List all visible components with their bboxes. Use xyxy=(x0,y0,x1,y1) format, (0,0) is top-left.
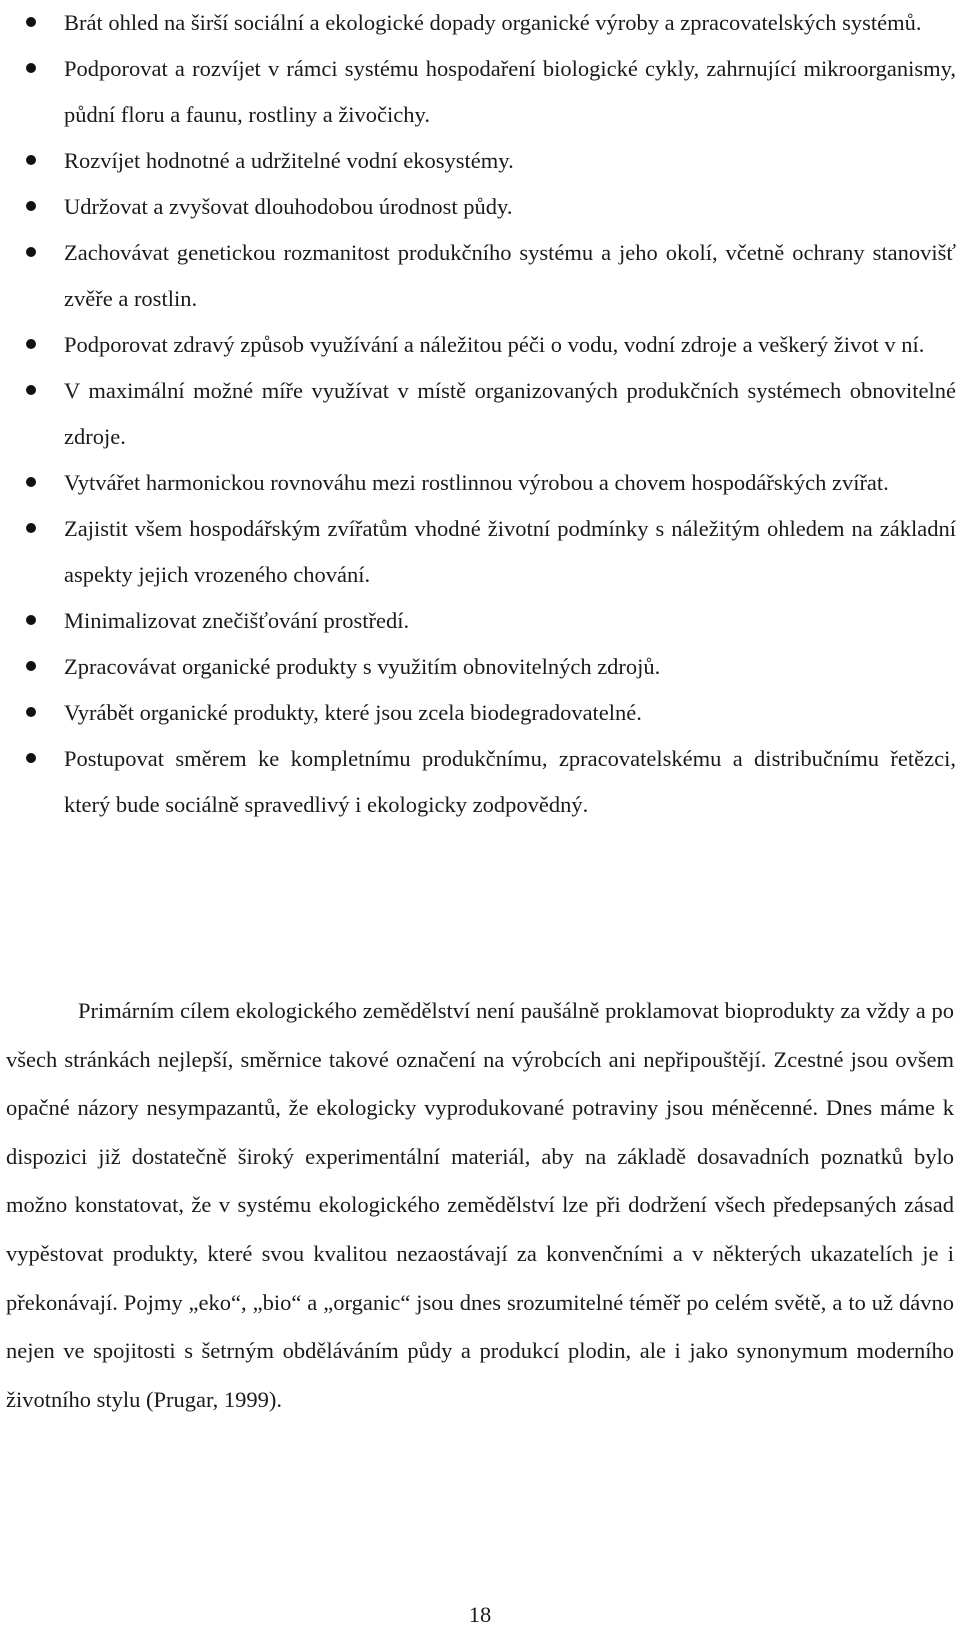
list-item xyxy=(0,644,960,690)
bullet-icon xyxy=(26,615,36,625)
list-item-text: Vytvářet harmonickou rovnováhu mezi rostlinnou výrobou a chovem hospodářských zvířat. xyxy=(64,470,889,495)
list-item-text: Zachovávat genetickou rozmanitost produkčního systému a jeho okolí, včetně ochrany stanovišť zvěře a rostlin. xyxy=(64,240,956,311)
list-item xyxy=(0,368,960,460)
page-number: 18 xyxy=(468,1602,492,1627)
list-item xyxy=(0,598,960,644)
bullet-icon xyxy=(26,385,36,395)
list-item-text: V maximální možné míře využívat v místě organizovaných produkčních systémech obnovitelné zdroje. xyxy=(64,378,956,449)
bullet-icon xyxy=(26,201,36,211)
bullet-icon xyxy=(26,17,36,27)
list-item xyxy=(0,0,960,46)
list-item xyxy=(0,230,960,322)
bullet-icon xyxy=(26,247,36,257)
list-item-text: Udržovat a zvyšovat dlouhodobou úrodnost půdy. xyxy=(64,194,513,219)
list-item-text: Brát ohled na širší sociální a ekologické dopady organické výroby a zpracovatelských systémů. xyxy=(64,10,922,35)
list-item-text: Zajistit všem hospodářským zvířatům vhodné životní podmínky s náležitým ohledem na základní aspekty jejich vrozeného chování. xyxy=(64,516,956,587)
list-item xyxy=(0,138,960,184)
list-item xyxy=(0,460,960,506)
list-item-text: Zpracovávat organické produkty s využitím obnovitelných zdrojů. xyxy=(64,654,661,679)
bullet-icon xyxy=(26,753,36,763)
list-item xyxy=(0,322,960,368)
list-item-text: Podporovat a rozvíjet v rámci systému hospodaření biologické cykly, zahrnující mikroorganismy, půdní floru a faunu, rostliny a živočichy. xyxy=(64,56,956,127)
bullet-icon xyxy=(26,477,36,487)
list-item-text: Postupovat směrem ke kompletnímu produkčnímu, zpracovatelskému a distribučnímu řetězci, který bude sociálně spravedlivý i ekologicky zodpovědný. xyxy=(64,746,956,817)
list-item xyxy=(0,736,960,828)
bullet-icon xyxy=(26,155,36,165)
list-item-text: Rozvíjet hodnotné a udržitelné vodní ekosystémy. xyxy=(64,148,514,173)
bullet-icon xyxy=(26,63,36,73)
bullet-icon xyxy=(26,523,36,533)
bullet-icon xyxy=(26,339,36,349)
body-paragraph: Primárním cílem ekologického zemědělství není paušálně proklamovat bioprodukty za vždy a po všech stránkách nejlepší, směrnice takové označení na výrobcích ani nepřipouštějí. Zcestné jsou ovšem opačné názory nesympazantů, že ekologicky vyprodukované potraviny jsou méněcenné. Dnes máme k dispozici již dostatečně široký experimentální materiál, aby na základě dosavadních poznatků bylo možno konstatovat, že v systému ekologického zemědělství lze při dodržení všech předepsaných zásad vypěstovat produkty, které svou kvalitou nezaostávají za konvenčními a v některých ukazatelích je i překonávají. Pojmy „eko“, „bio“ a „organic“ jsou dnes srozumitelné téměř po celém světě, a to už dávno nejen ve spojitosti s šetrným obděláváním půdy a produkcí plodin, ale i jako synonymum moderního životního stylu (Prugar, 1999). xyxy=(6,998,954,1412)
bullet-icon xyxy=(26,661,36,671)
list-item-text: Podporovat zdravý způsob využívání a náležitou péči o vodu, vodní zdroje a veškerý život v ní. xyxy=(64,332,925,357)
list-item xyxy=(0,46,960,138)
list-item-text: Vyrábět organické produkty, které jsou zcela biodegradovatelné. xyxy=(64,700,642,725)
list-item xyxy=(0,184,960,230)
list-item xyxy=(0,506,960,598)
list-item xyxy=(0,690,960,736)
bullet-icon xyxy=(26,707,36,717)
list-item-text: Minimalizovat znečišťování prostředí. xyxy=(64,608,410,633)
